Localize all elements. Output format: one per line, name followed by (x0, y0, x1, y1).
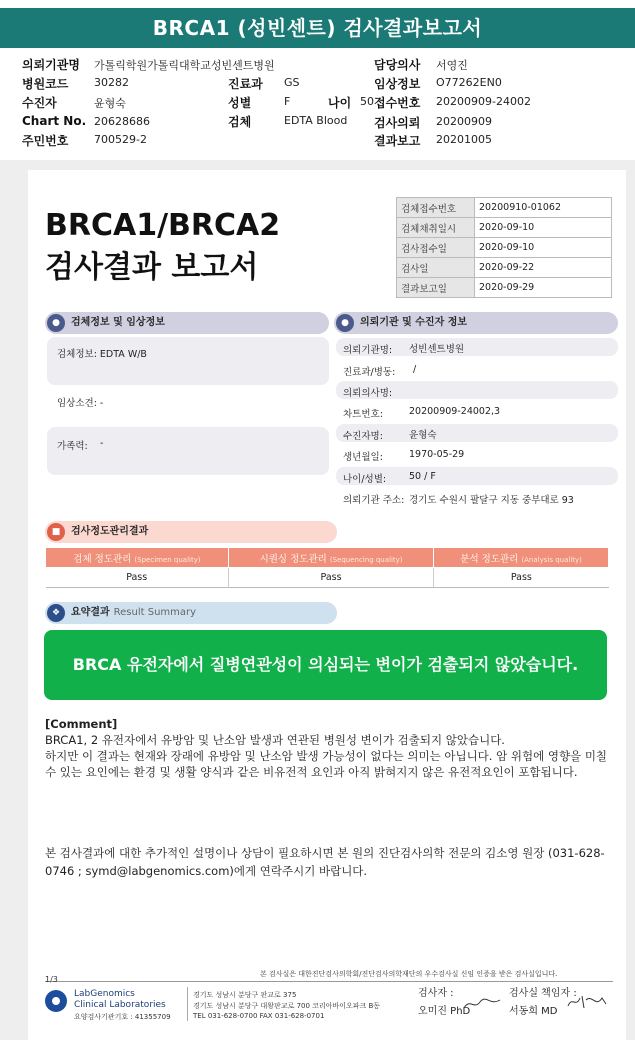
qc-section-title: 검사정도관리결과 (71, 526, 149, 537)
institution-address-label: 의뢰기관 주소: (343, 495, 405, 506)
footer-phone: TEL 031-628-0700 FAX 031-628-0701 (193, 1012, 325, 1020)
specimen-meta-table (396, 197, 612, 298)
request-value: 20200909 (436, 115, 492, 128)
manager-label: 검사실 책임자 : (509, 988, 577, 999)
institution-row-value: / (413, 364, 417, 375)
sex-label: 성별 (228, 96, 252, 110)
meta-key: 결과보고일 (397, 278, 475, 298)
clipboard-icon: ■ (47, 523, 65, 541)
rrn-label: 주민번호 (22, 134, 69, 148)
qc-column-header (228, 548, 433, 568)
org-code: 요양검사기관기호 : 41355709 (74, 1013, 171, 1021)
specimen-info-text: 검체정보: EDTA W/B (57, 349, 147, 360)
institution-row-label: 수진자명: (343, 431, 383, 442)
report-heading (45, 205, 280, 289)
doctor-label: 담당의사 (374, 58, 421, 72)
qc-column-sub: (Analysis quality) (521, 555, 582, 564)
chart-no-value: 20628686 (94, 115, 150, 128)
family-history-value: - (100, 438, 104, 449)
tester-signature (462, 996, 502, 1012)
hospital-label: 의뢰기관명 (22, 58, 80, 72)
lock-icon: ● (47, 314, 65, 332)
org-name-line2: Clinical Laboratories (74, 1000, 166, 1010)
meta-value: 20200910-01062 (475, 198, 612, 218)
qc-column-sub: (Sequencing quality) (329, 555, 403, 564)
institution-row-value: 성빈센트병원 (409, 344, 465, 355)
sex-value: F (284, 95, 291, 108)
qc-column-header (434, 548, 609, 568)
summary-section-title: 요약결과 (71, 607, 110, 618)
meta-value: 2020-09-10 (475, 238, 612, 258)
institution-row-label: 의뢰기관명: (343, 345, 393, 356)
meta-row (397, 278, 612, 298)
report-date-value: 20201005 (436, 133, 492, 146)
qc-value: Pass (46, 568, 229, 588)
institution-section-header (334, 312, 618, 334)
code-label: 병원코드 (22, 77, 69, 91)
qc-value: Pass (434, 568, 609, 588)
institution-row-value: 1970-05-29 (409, 449, 465, 460)
clinical-info-label: 임상정보 (374, 77, 421, 91)
footer-separator (187, 987, 188, 1021)
lock-icon: ● (336, 314, 354, 332)
institution-row-value: 50 / F (409, 471, 436, 482)
qc-section-header (45, 521, 337, 543)
summary-section-header (45, 602, 337, 624)
institution-row-label: 차트번호: (343, 409, 383, 420)
code-value: 30282 (94, 76, 129, 89)
meta-row (397, 238, 612, 258)
tester-name: 오미진 PhD (418, 1006, 471, 1017)
meta-key: 검체채취일시 (397, 218, 475, 238)
ribbon-icon: ❖ (47, 604, 65, 622)
summary-section-title-en: Result Summary (113, 607, 197, 618)
dept-value: GS (284, 76, 300, 89)
footer-address-2: 경기도 성남시 분당구 대왕판교로 700 코리아바이오파크 B동 (193, 1002, 381, 1010)
doctor-value: 서영진 (436, 59, 468, 72)
age-value: 50 (360, 95, 374, 108)
comment-line: 하지만 이 결과는 현재와 장래에 유방암 및 난소암 발생 가능성이 없다는 의미는 아닙니다. 암 위험에 영향을 미칠 수 있는 요인에는 환경 및 생활 양식과 같은 비유전적 요인과 아직 밝혀지지 않은 유전적요인이 포함됩니다. (45, 749, 608, 779)
org-name-line1: LabGenomics (74, 989, 135, 999)
qc-column-label: 시퀀싱 정도관리 (259, 553, 327, 565)
certification-note: 본 검사실은 대한진단검사의학회/진단검사의학재단의 우수검사실 신임 인증을 받은 검사실입니다. (260, 970, 558, 978)
footer-divider (45, 981, 613, 982)
qc-value-row (46, 568, 609, 588)
contact-note: 본 검사결과에 대한 추가적인 설명이나 상담이 필요하시면 본 원의 진단검사의학 전문의 김소영 원장 (031-628-0746 ; symd@labgenomics.com)에게 연락주시기 바랍니다. (45, 846, 605, 878)
comment-line: BRCA1, 2 유전자에서 유방암 및 난소암 발생과 연관된 병원성 변이가 검출되지 않았습니다. (45, 733, 505, 747)
request-label: 검사의뢰 (374, 116, 421, 130)
report-heading-line2: 검사결과 보고서 (45, 250, 259, 285)
manager-signature (566, 992, 608, 1012)
report-date-label: 결과보고 (374, 134, 421, 148)
institution-row-label: 의뢰의사명: (343, 388, 393, 399)
specimen-section-title: 검체정보 및 임상정보 (71, 317, 165, 328)
chart-no-label: Chart No. (22, 114, 87, 128)
institution-row-label: 진료과/병동: (343, 367, 396, 378)
specimen-info-box (47, 337, 329, 385)
patient-value: 윤형숙 (94, 97, 126, 110)
institution-row-label: 나이/성별: (343, 474, 387, 485)
specimen-value: EDTA Blood (284, 114, 348, 127)
qc-table (45, 547, 609, 588)
meta-key: 검체접수번호 (397, 198, 475, 218)
qc-value: Pass (228, 568, 433, 588)
header-info (22, 54, 622, 154)
specimen-section-header (45, 312, 329, 334)
institution-address-value: 경기도 수원시 팔달구 지동 중부대로 93 (409, 495, 574, 506)
page-number: 1/3 (45, 975, 58, 984)
institution-section-title: 의뢰기관 및 수진자 정보 (360, 317, 468, 328)
institution-row-value: 20200909-24002,3 (409, 406, 501, 417)
rrn-value: 700529-2 (94, 133, 147, 146)
meta-key: 검사접수일 (397, 238, 475, 258)
qc-column-label: 검체 정도관리 (73, 553, 132, 565)
dept-label: 진료과 (228, 77, 263, 91)
meta-key: 검사일 (397, 258, 475, 278)
clinical-info-value: O77262EN0 (436, 76, 502, 89)
meta-value: 2020-09-10 (475, 218, 612, 238)
comment-heading: [Comment] (45, 717, 118, 731)
comment-block (45, 716, 615, 780)
qc-column-sub: (Specimen quality) (134, 555, 201, 564)
institution-row-label: 생년월일: (343, 452, 383, 463)
receipt-value: 20200909-24002 (436, 95, 531, 108)
tester-label: 검사자 : (418, 988, 454, 999)
result-summary-banner: BRCA 유전자에서 질병연관성이 의심되는 변이가 검출되지 않았습니다. (44, 630, 607, 700)
report-title-bar: BRCA1 (성빈센트) 검사결과보고서 (0, 8, 635, 48)
family-history-box (47, 427, 329, 475)
labgenomics-logo-text (74, 989, 166, 1011)
hospital-value: 가톨릭학원가톨릭대학교성빈센트병원 (94, 59, 275, 72)
qc-header-row (46, 548, 609, 568)
meta-row (397, 218, 612, 238)
meta-row (397, 258, 612, 278)
age-label: 나이 (328, 96, 352, 110)
meta-value: 2020-09-29 (475, 278, 612, 298)
qc-column-label: 분석 정도관리 (460, 553, 519, 565)
labgenomics-logo-icon (45, 990, 67, 1012)
manager-name: 서동희 MD (509, 1006, 558, 1017)
receipt-label: 접수번호 (374, 96, 421, 110)
meta-row (397, 198, 612, 218)
meta-value: 2020-09-22 (475, 258, 612, 278)
report-heading-line1: BRCA1/BRCA2 (45, 208, 281, 243)
institution-row-value: 윤형숙 (409, 430, 437, 441)
specimen-label: 검체 (228, 115, 252, 129)
clinical-findings-text: 임상소견: - (57, 398, 104, 409)
footer-address-1: 경기도 성남시 분당구 판교로 375 (193, 991, 297, 999)
family-history-label: 가족력: (57, 441, 88, 452)
patient-label: 수진자 (22, 96, 57, 110)
qc-column-header (46, 548, 229, 568)
